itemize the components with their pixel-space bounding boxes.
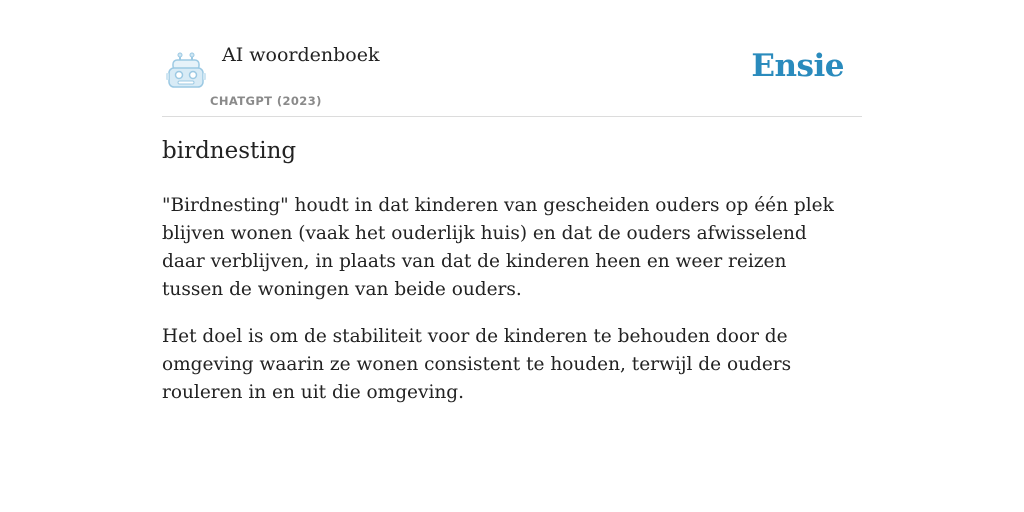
source-subtitle: CHATGPT (2023) — [210, 94, 322, 108]
definition-paragraph: "Birdnesting" houdt in dat kinderen van gescheiden ouders op één plek blijven wonen (vaak het ouderlijk huis) en dat de ouders afwisselend daar verblijven, in plaats van dat de kinderen heen en weer reizen tussen de woningen van beide ouders. — [162, 195, 834, 300]
brand-logo[interactable]: Ensie — [751, 48, 844, 84]
source-title[interactable]: AI woordenboek — [222, 44, 380, 66]
entry-header — [162, 0, 862, 117]
dictionary-entry-card — [162, 0, 862, 403]
entry-term: birdnesting — [162, 138, 297, 164]
robot-icon — [166, 52, 206, 90]
definition-paragraph: Het doel is om de stabiliteit voor de kinderen te behouden door de omgeving waarin ze wonen consistent te houden, terwijl de ouders rouleren in en uit die omgeving. — [162, 326, 792, 403]
entry-definition — [162, 192, 852, 426]
